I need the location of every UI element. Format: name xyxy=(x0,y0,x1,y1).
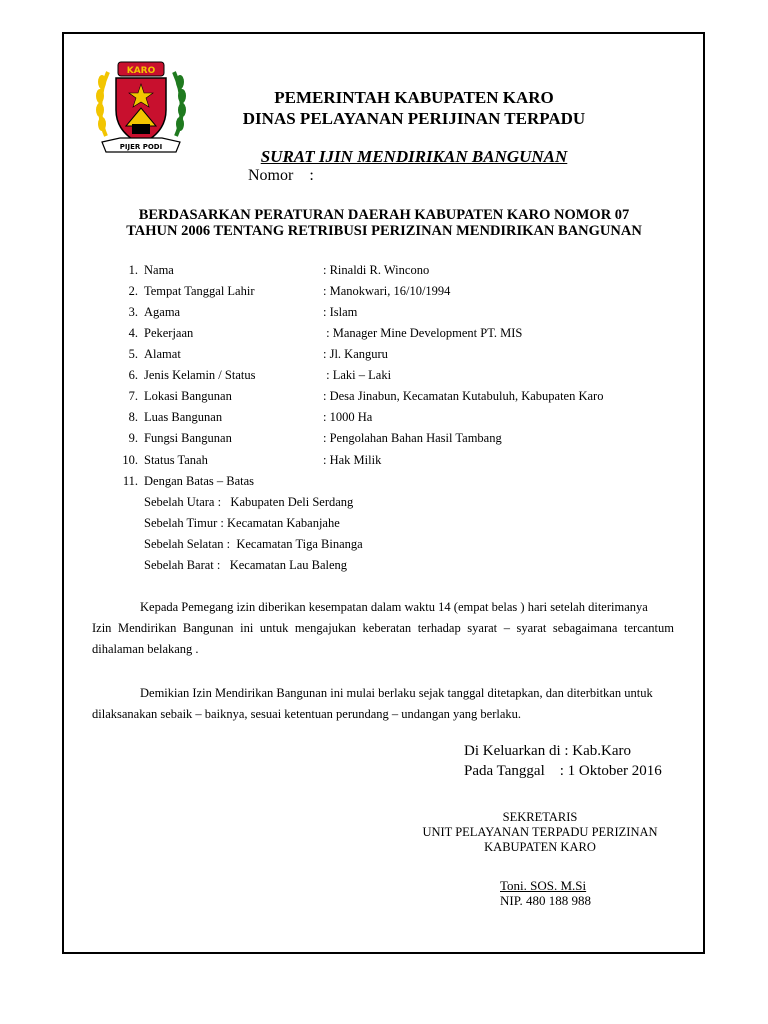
field-value: : Rinaldi R. Wincono xyxy=(323,263,430,277)
field-label: Jenis Kelamin / Status xyxy=(144,368,256,382)
field-value: : Pengolahan Bahan Hasil Tambang xyxy=(323,431,502,445)
svg-text:PIJER PODI: PIJER PODI xyxy=(119,143,163,151)
field-value: : Hak Milik xyxy=(323,453,382,467)
field-row xyxy=(0,431,768,449)
paragraph-line: Demikian Izin Mendirikan Bangunan ini mulai berlaku sejak tanggal ditetapkan, dan diterbitkan untuk xyxy=(140,686,653,700)
field-label: Dengan Batas – Batas xyxy=(144,474,255,488)
field-label: Tempat Tanggal Lahir xyxy=(144,284,255,298)
field-number: 3. xyxy=(128,305,138,319)
field-value: : Jl. Kanguru xyxy=(323,347,388,361)
field-label: Fungsi Bangunan xyxy=(144,431,232,445)
field-row xyxy=(0,410,768,428)
field-number: 2. xyxy=(128,284,138,298)
paragraph-line: dilaksanakan sebaik – baiknya, sesuai ketentuan perundang – undangan yang berlaku. xyxy=(92,707,522,721)
field-row xyxy=(0,389,768,407)
field-number: 1. xyxy=(128,263,138,277)
signatory-role: SEKRETARIS xyxy=(502,810,578,824)
field-label: Agama xyxy=(144,305,181,319)
field-row xyxy=(0,347,768,365)
field-number: 7. xyxy=(128,389,138,403)
field-row xyxy=(0,474,768,492)
field-number: 5. xyxy=(128,347,138,361)
document-number-label: Nomor : xyxy=(248,167,314,184)
paragraph-line: Izin Mendirikan Bangunan ini untuk mengajukan keberatan terhadap syarat – syarat sebagaimana tercantum xyxy=(92,621,674,635)
signatory-nip: NIP. 480 188 988 xyxy=(500,893,592,908)
border-east: Sebelah Timur : Kecamatan Kabanjahe xyxy=(144,516,340,530)
field-number: 9. xyxy=(128,431,138,445)
field-label: Status Tanah xyxy=(144,453,208,467)
signatory-unit: UNIT PELAYANAN TERPADU PERIZINAN xyxy=(422,825,658,839)
field-value: : 1000 Ha xyxy=(323,410,373,424)
legal-basis-line-2: TAHUN 2006 TENTANG RETRIBUSI PERIZINAN MENDIRIKAN BANGUNAN xyxy=(126,223,642,239)
field-number: 4. xyxy=(128,326,138,340)
field-value: : Laki – Laki xyxy=(323,368,392,382)
field-label: Pekerjaan xyxy=(144,326,194,340)
issued-date: Pada Tanggal : 1 Oktober 2016 xyxy=(464,763,662,779)
field-number: 11. xyxy=(122,474,138,488)
signatory-region: KABUPATEN KARO xyxy=(484,840,596,854)
karo-regency-emblem xyxy=(92,58,190,158)
paragraph-line: dihalaman belakang . xyxy=(92,642,199,656)
field-value: : Manokwari, 16/10/1994 xyxy=(323,284,451,298)
field-label: Nama xyxy=(144,263,174,277)
objection-paragraph xyxy=(92,597,674,660)
validity-paragraph xyxy=(92,683,674,725)
field-number: 10. xyxy=(122,453,138,467)
field-label: Lokasi Bangunan xyxy=(144,389,232,403)
border-west: Sebelah Barat : Kecamatan Lau Baleng xyxy=(144,558,348,572)
field-row xyxy=(0,453,768,471)
government-name: PEMERINTAH KABUPATEN KARO xyxy=(274,88,554,107)
field-row xyxy=(0,368,768,386)
field-value: : Desa Jinabun, Kecamatan Kutabuluh, Kabupaten Karo xyxy=(323,389,604,403)
border-north: Sebelah Utara : Kabupaten Deli Serdang xyxy=(144,495,354,509)
document-title: SURAT IJIN MENDIRIKAN BANGUNAN xyxy=(260,147,568,166)
field-label: Luas Bangunan xyxy=(144,410,223,424)
field-value: : Manager Mine Development PT. MIS xyxy=(323,326,523,340)
issued-place: Di Keluarkan di : Kab.Karo xyxy=(464,743,632,759)
border-south: Sebelah Selatan : Kecamatan Tiga Binanga xyxy=(144,537,363,551)
field-number: 6. xyxy=(128,368,138,382)
field-value: : Islam xyxy=(323,305,358,319)
agency-name: DINAS PELAYANAN PERIJINAN TERPADU xyxy=(242,109,586,128)
field-row xyxy=(0,284,768,302)
field-label: Alamat xyxy=(144,347,181,361)
field-row xyxy=(0,263,768,281)
field-number: 8. xyxy=(128,410,138,424)
field-row xyxy=(0,326,768,344)
svg-text:KARO: KARO xyxy=(126,66,156,76)
paragraph-line: Kepada Pemegang izin diberikan kesempatan dalam waktu 14 (empat belas ) hari setelah diterimanya xyxy=(140,600,648,614)
legal-basis-line-1: BERDASARKAN PERATURAN DAERAH KABUPATEN KARO NOMOR 07 xyxy=(138,207,630,223)
field-row xyxy=(0,305,768,323)
signatory-name: Toni. SOS. M.Si xyxy=(500,878,587,893)
